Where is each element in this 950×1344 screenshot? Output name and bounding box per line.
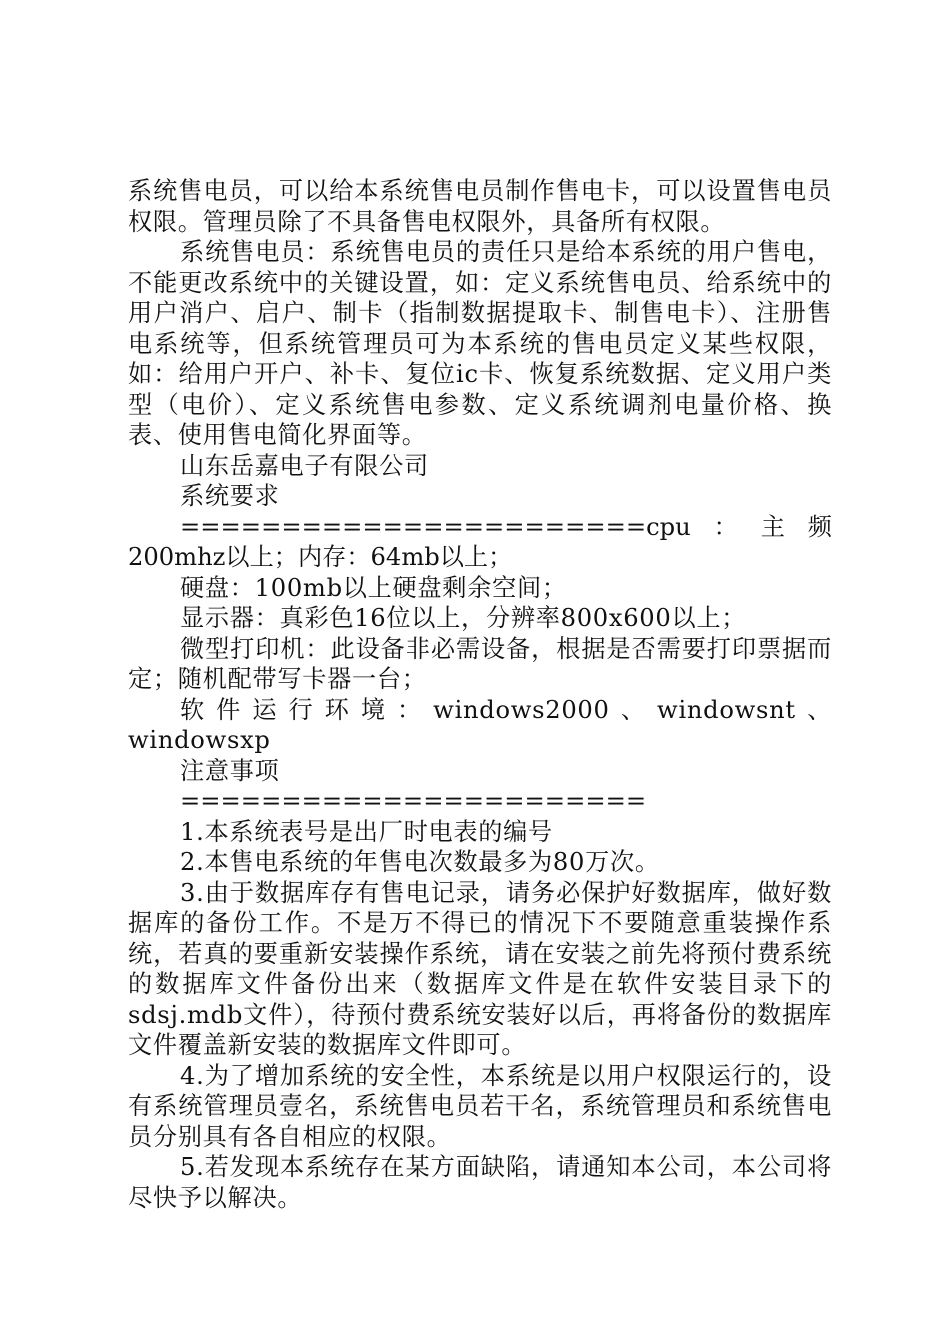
note-item-5: 5.若发现本系统存在某方面缺陷，请通知本公司，本公司将尽快予以解决。 bbox=[128, 1153, 832, 1212]
requirement-printer: 微型打印机：此设备非必需设备，根据是否需要打印票据而定；随机配带写卡器一台； bbox=[128, 634, 832, 693]
requirement-display: 显示器：真彩色16位以上，分辨率800x600以上； bbox=[180, 604, 747, 632]
requirement-hard-disk: 硬盘：100mb以上硬盘剩余空间； bbox=[180, 573, 567, 602]
paragraph-system-cashier-role: 系统售电员：系统售电员的责任只是给本系统的用户售电，不能更改系统中的关键设置，如：定义系统售电员、给系统中的用户消户、启户、制卡（指制数据提取卡、制售电卡）、注册售电系统等，但系统管理员可为本系统的售电员定义某些权限，如：给用户开户、补卡、复位ic卡、恢复系统数据、定义用户类型（电价）、定义系统售电参数、定义系统调剂电量价格、换表、使用售电简化界面等。 bbox=[128, 238, 832, 449]
note-item-4: 4.为了增加系统的安全性，本系统是以用户权限运行的，设有系统管理员壹名，系统售电员若干名，系统管理员和系统售电员分别具有各自相应的权限。 bbox=[128, 1061, 832, 1151]
company-name: 山东岳嘉电子有限公司 bbox=[180, 451, 429, 480]
section-heading-system-requirements: 系统要求 bbox=[180, 482, 280, 510]
section-heading-notes: 注意事项 bbox=[180, 756, 280, 785]
requirement-cpu-memory: =======================cpu：主频200mhz以上；内存：64mb以上； bbox=[128, 512, 832, 571]
divider-rule: ======================= bbox=[180, 787, 647, 815]
document-body bbox=[128, 176, 832, 1213]
paragraph-cashier-permissions-continued: 系统售电员，可以给本系统售电员制作售电卡，可以设置售电员权限。管理员除了不具备售电权限外，具备所有权限。 bbox=[128, 177, 832, 236]
note-item-3: 3.由于数据库存有售电记录，请务必保护好数据库，做好数据库的备份工作。不是万不得已的情况下不要随意重装操作系统，若真的要重新安装操作系统，请在安装之前先将预付费系统的数据库文件备份出来（数据库文件是在软件安装目录下的sdsj.mdb文件），待预付费系统安装好以后，再将备份的数据库文件覆盖新安装的数据库文件即可。 bbox=[128, 878, 832, 1059]
requirement-software-environment: 软件运行环境：windows2000、windowsnt、windowsxp bbox=[128, 695, 832, 754]
note-item-2: 2.本售电系统的年售电次数最多为80万次。 bbox=[180, 848, 660, 876]
note-item-1: 1.本系统表号是出厂时电表的编号 bbox=[180, 817, 553, 846]
